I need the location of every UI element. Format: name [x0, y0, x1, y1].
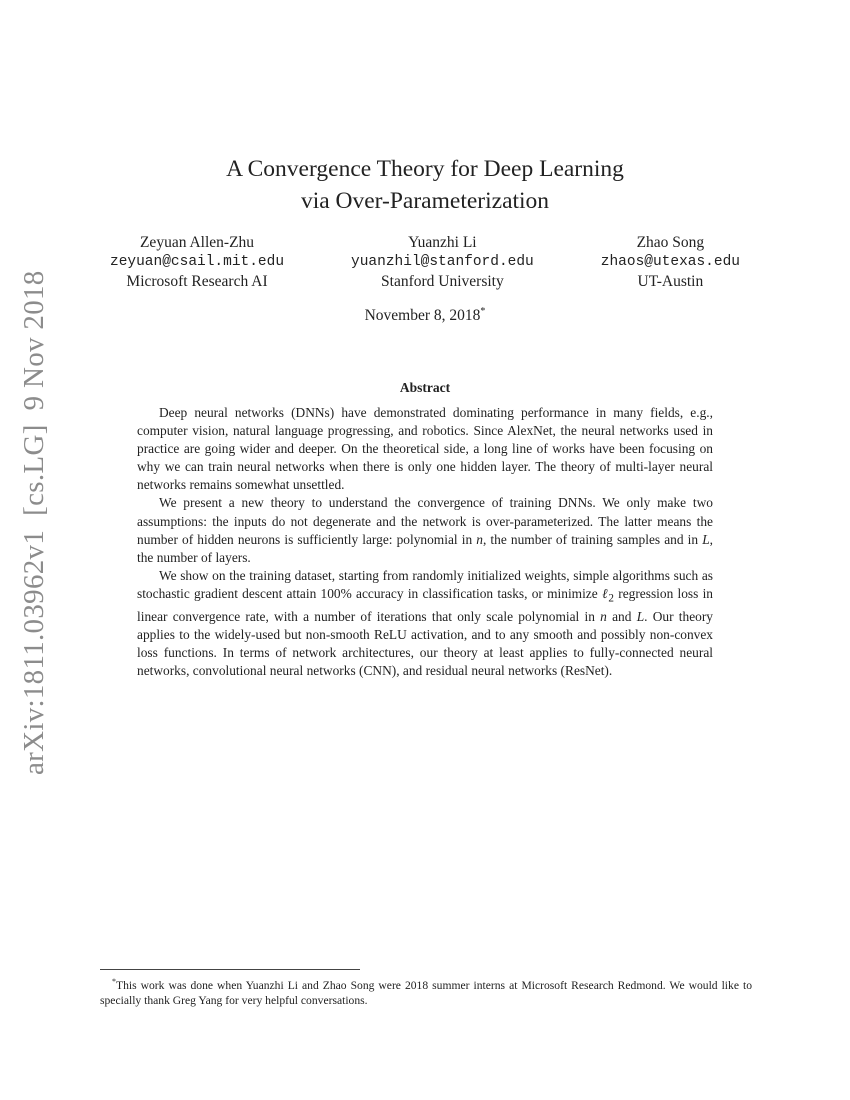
math-n: n — [600, 608, 607, 624]
arxiv-date: 9 Nov 2018 — [18, 270, 50, 411]
date-text: November 8, 2018 — [364, 307, 481, 325]
arxiv-id: arXiv:1811.03962v1 — [18, 529, 50, 775]
footnote-text: This work was done when Yuanzhi Li and Zhao Song were 2018 summer interns at Microsoft Research Redmond. We would like to specially thank Greg Yang for very helpful conversations. — [100, 978, 752, 1008]
abstract-paragraph-2 — [137, 494, 713, 566]
author-email: zhaos@utexas.edu — [600, 253, 740, 270]
text-run: We present a new theory to understand the convergence of training DNNs. We only make two assumptions: the inputs do not degenerate and the network is over-parameterized. The latter means the number of hidden neurons is sufficiently large: polynomial in — [137, 495, 713, 547]
author-name: Yuanzhi Li — [408, 234, 477, 251]
title-line-1: A Convergence Theory for Deep Learning — [226, 156, 624, 182]
author-2 — [351, 233, 534, 292]
author-email: yuanzhil@stanford.edu — [351, 253, 534, 270]
author-name: Zhao Song — [636, 234, 705, 251]
abstract-heading: Abstract — [399, 380, 451, 395]
text-run: regression loss in linear convergence rate, with a number of iterations that only scale polynomial in — [137, 585, 714, 624]
date-footnote-mark: * — [480, 306, 486, 317]
title-line-2: via Over-Parameterization — [300, 188, 550, 214]
author-name: Zeyuan Allen-Zhu — [139, 234, 255, 251]
author-affiliation: Microsoft Research AI — [126, 273, 268, 290]
footnote-divider — [100, 969, 360, 970]
author-1 — [110, 233, 284, 292]
author-3 — [601, 233, 740, 292]
author-affiliation: UT-Austin — [637, 273, 704, 290]
abstract-body — [137, 404, 713, 680]
author-block — [110, 233, 740, 292]
math-subscript: 2 — [608, 592, 614, 605]
footnote-mark: * — [112, 977, 116, 986]
abstract-paragraph-3 — [137, 567, 713, 680]
text-run: and — [606, 608, 637, 624]
text-run: We show on the training dataset, starting from randomly initialized weights, simple algorithms such as stochastic gradient descent attain 100% accuracy in classification tasks, or minimize — [137, 567, 713, 601]
author-email: zeyuan@csail.mit.edu — [110, 253, 285, 270]
author-affiliation: Stanford University — [381, 273, 504, 290]
math-L: L — [636, 608, 645, 624]
text-run: , the number of layers. — [137, 531, 713, 565]
footnote — [100, 974, 752, 1009]
abstract-paragraph-1: Deep neural networks (DNNs) have demonstrated dominating performance in many fields, e.g., computer vision, natural language progressing, and robotics. Since AlexNet, the neural networks used in practice are going wider and deeper. On the theoretical side, a long line of works have been focusing on why we can train neural networks when there is only one hidden layer. The theory of multi-layer neural networks remains somewhat unsettled. — [137, 405, 713, 493]
paper-title — [0, 153, 850, 217]
math-L: L — [702, 531, 710, 547]
math-ell: ℓ — [601, 585, 609, 601]
text-run: , the number of training samples and in — [482, 531, 703, 547]
math-n: n — [476, 531, 483, 547]
text-run: . Our theory applies to the widely-used but non-smooth ReLU activation, and to any smooth and possibly non-convex loss functions. In terms of network architectures, our theory at least applies to fully-connected neural networks, convolutional neural networks (CNN), and residual neural networks (ResNet). — [137, 608, 714, 678]
arxiv-stamp — [18, 256, 51, 775]
paper-date — [0, 306, 850, 325]
arxiv-category: [cs.LG] — [18, 424, 50, 516]
